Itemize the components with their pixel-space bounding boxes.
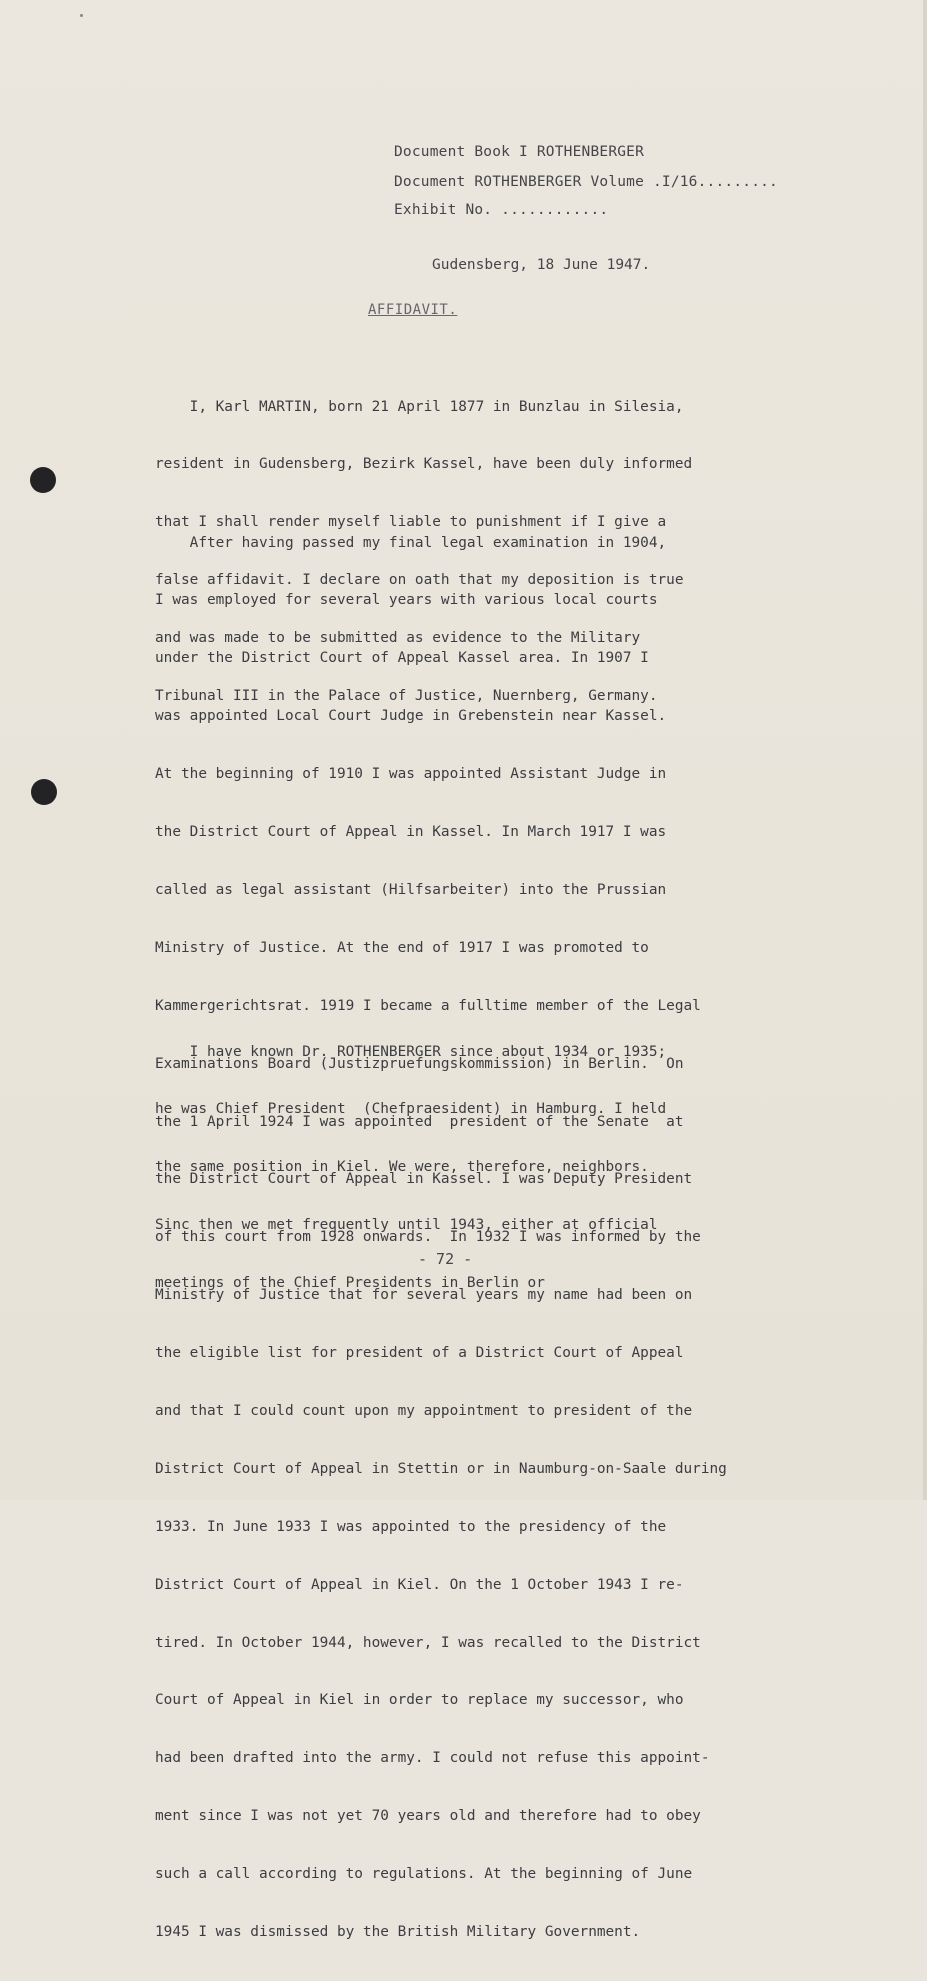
text-line: the eligible list for president of a District Court of Appeal (155, 1345, 684, 1362)
text-line: Sinc then we met frequently until 1943, either at official (155, 1217, 658, 1234)
text-line: such a call according to regulations. At the beginning of June (155, 1866, 693, 1883)
text-line: 1933. In June 1933 I was appointed to the presidency of the (155, 1518, 667, 1535)
text-line: Tribunal III in the Palace of Justice, Nuernberg, Germany. (155, 688, 658, 705)
affidavit-title: AFFIDAVIT. (368, 302, 458, 318)
text-line: had been drafted into the army. I could not refuse this appoint- (155, 1750, 710, 1767)
text-line: At the beginning of 1910 I was appointed Assistant Judge in (155, 766, 667, 783)
text-line: tired. In October 1944, however, I was recalled to the District (155, 1634, 701, 1651)
document-volume-line: Document ROTHENBERGER Volume .I/16......... (394, 174, 778, 190)
text-line: Ministry of Justice. At the end of 1917 I was promoted to (155, 939, 649, 956)
text-line: Kammergerichtsrat. 1919 I became a fulltime member of the Legal (155, 997, 701, 1014)
paper-speck (80, 14, 83, 17)
exhibit-line: Exhibit No. ............ (394, 202, 609, 218)
text-line: I, Karl MARTIN, born 21 April 1877 in Bunzlau in Silesia, (155, 398, 684, 415)
text-line: and that I could count upon my appointment to president of the (155, 1402, 693, 1419)
text-line: meetings of the Chief Presidents in Berlin or (155, 1275, 545, 1292)
text-line: and was made to be submitted as evidence to the Military (155, 630, 641, 647)
text-line: District Court of Appeal in Kiel. On the 1 October 1943 I re- (155, 1576, 684, 1593)
text-line: Examinations Board (Justizpruefungskommission) in Berlin. On (155, 1055, 684, 1072)
place-date: Gudensberg, 18 June 1947. (432, 257, 651, 273)
text-line: the District Court of Appeal in Kassel. I was Deputy President (155, 1171, 693, 1188)
text-line: resident in Gudensberg, Bezirk Kassel, have been duly informed (155, 456, 693, 473)
punch-hole-upper (30, 467, 56, 493)
text-line: Ministry of Justice that for several years my name had been on (155, 1287, 693, 1304)
paragraph-acquaintance (155, 1004, 795, 1332)
text-line: the 1 April 1924 I was appointed president of the Senate at (155, 1113, 684, 1130)
text-line: 1945 I was dismissed by the British Military Government. (155, 1923, 641, 1940)
text-line: the District Court of Appeal in Kassel. In March 1917 I was (155, 824, 667, 841)
text-line: that I shall render myself liable to punishment if I give a (155, 514, 667, 531)
text-line: was appointed Local Court Judge in Grebenstein near Kassel. (155, 708, 667, 725)
text-line: the same position in Kiel. We were, therefore, neighbors. (155, 1159, 649, 1176)
text-line: ment since I was not yet 70 years old and therefore had to obey (155, 1808, 701, 1825)
page-number: - 72 - (418, 1250, 473, 1268)
punch-hole-lower (31, 779, 57, 805)
text-line: under the District Court of Appeal Kassel area. In 1907 I (155, 650, 649, 667)
text-line: I was employed for several years with various local courts (155, 592, 658, 609)
text-line: After having passed my final legal examination in 1904, (155, 534, 667, 551)
text-line: District Court of Appeal in Stettin or in Naumburg-on-Saale during (155, 1460, 727, 1477)
document-book-line: Document Book I ROTHENBERGER (394, 144, 645, 160)
page-edge (923, 0, 927, 1500)
text-line: false affidavit. I declare on oath that my deposition is true (155, 572, 684, 589)
text-line: called as legal assistant (Hilfsarbeiter) into the Prussian (155, 881, 667, 898)
text-line: Court of Appeal in Kiel in order to replace my successor, who (155, 1692, 684, 1709)
text-line: he was Chief President (Chefpraesident) in Hamburg. I held (155, 1101, 667, 1118)
text-line: I have known Dr. ROTHENBERGER since about 1934 or 1935; (155, 1043, 667, 1060)
text-line: of this court from 1928 onwards. In 1932 I was informed by the (155, 1229, 701, 1246)
